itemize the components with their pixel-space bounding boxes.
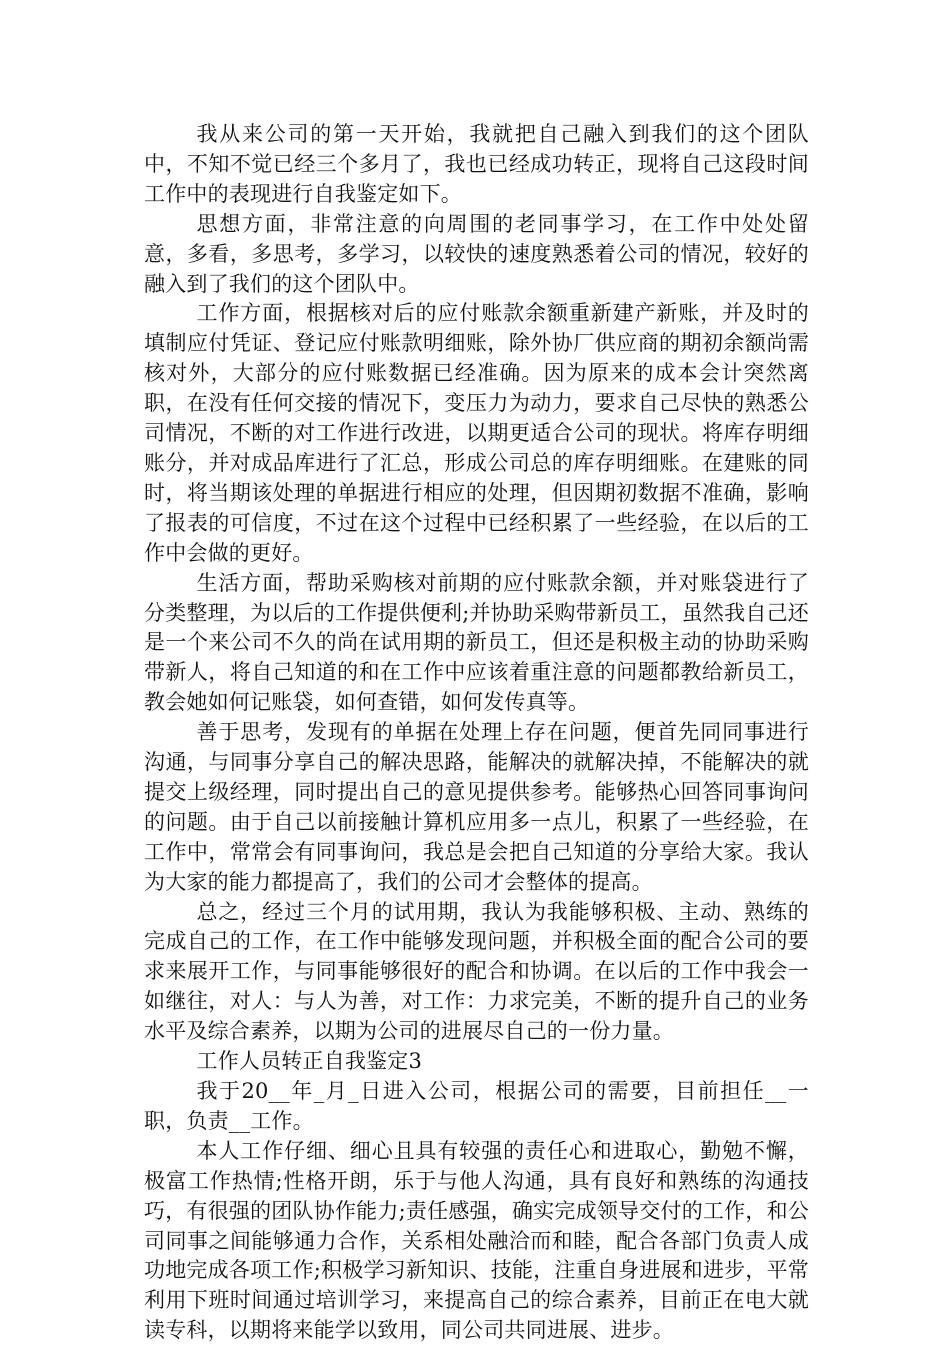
paragraph-intro: 我从来公司的第一天开始，我就把自己融入到我们的这个团队中，不知不觉已经三个多月了，我也已经成功转正，现将自己这段时间工作中的表现进行自我鉴定如下。 <box>144 122 809 206</box>
paragraph-life: 生活方面，帮助采购核对前期的应付账款余额，并对账袋进行了分类整理，为以后的工作提供便利;并协助采购带新员工，虽然我自己还是一个来公司不久的尚在试用期的新员工，但还是积极主动的协助采购带新人，将自己知道的和在工作中应该着重注意的问题都教给新员工，教会她如何记账袋，如何查错，如何发传真等。 <box>144 570 809 715</box>
paragraph-self-assessment: 本人工作仔细、细心且具有较强的责任心和进取心，勤勉不懈，极富工作热情;性格开朗，乐于与他人沟通，具有良好和熟练的沟通技巧，有很强的团队协作能力;责任感强，确实完成领导交付的工作，和公司同事之间能够通力合作，关系相处融洽而和睦，配合各部门负责人成功地完成各项工作;积极学习新知识、技能，注重自身进展和进步，平常利用下班时间通过培训学习，来提高自己的综合素养，目前正在电大就读专科，以期将来能学以致用，同公司共同进展、进步。 <box>144 1138 809 1343</box>
document-body <box>144 120 809 1346</box>
paragraph-work: 工作方面，根据核对后的应付账款余额重新建产新账，并及时的填制应付凭证、登记应付账款明细账，除外协厂供应商的期初余额尚需核对外，大部分的应付账数据已经准确。因为原来的成本会计突然离职，在没有任何交接的情况下，变压力为动力，要求自己尽快的熟悉公司情况，不断的对工作进行改进，以期更适合公司的现状。将库存明细账分，并对成品库进行了汇总，形成公司总的库存明细账。在建账的同时，将当期该处理的单据进行相应的处理，但因期初数据不准确，影响了报表的可信度，不过在这个过程中已经积累了一些经验，在以后的工作中会做的更好。 <box>144 301 809 565</box>
paragraph-thinking: 善于思考，发现有的单据在处理上存在问题，便首先同同事进行沟通，与同事分享自己的解决思路，能解决的就解决掉，不能解决的就提交上级经理，同时提出自己的意见提供参考。能够热心回答同事询问的问题。由于自己以前接触计算机应用多一点儿，积累了一些经验，在工作中，常常会有同事询问，我总是会把自己知道的分享给大家。我认为大家的能力都提高了，我们的公司才会整体的提高。 <box>144 720 809 894</box>
paragraph-thought: 思想方面，非常注意的向周围的老同事学习，在工作中处处留意，多看，多思考，多学习，以较快的速度熟悉着公司的情况，较好的融入到了我们的这个团队中。 <box>144 211 809 296</box>
paragraph-entry: 我于20__年_月_日进入公司，根据公司的需要，目前担任__一职，负责__工作。 <box>144 1079 809 1133</box>
paragraph-summary: 总之，经过三个月的试用期，我认为我能够积极、主动、熟练的完成自己的工作，在工作中能够发现问题，并积极全面的配合公司的要求来展开工作，与同事能够很好的配合和协调。在以后的工作中我会一如继往，对人：与人为善，对工作：力求完美，不断的提升自己的业务水平及综合素养，以期为公司的进展尽自己的一份力量。 <box>144 899 809 1044</box>
section-title: 工作人员转正自我鉴定3 <box>196 1049 423 1074</box>
